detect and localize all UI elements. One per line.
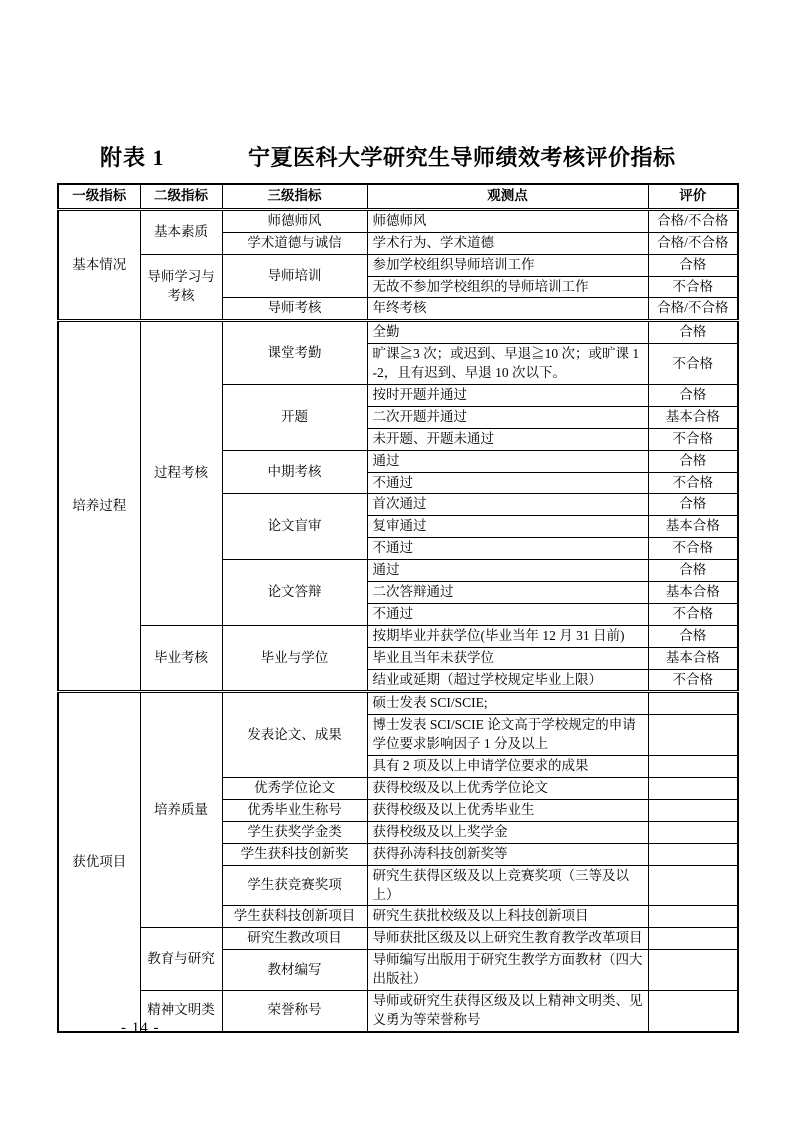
observation-cell: 全勤 xyxy=(367,321,648,344)
table-header-row xyxy=(58,184,738,209)
level2-cell: 基本素质 xyxy=(140,209,222,254)
level3-cell: 师德师风 xyxy=(222,209,367,232)
observation-cell: 学术行为、学术道德 xyxy=(367,232,648,254)
evaluation-cell: 基本合格 xyxy=(648,582,738,604)
observation-cell: 导师获批区级及以上研究生教育教学改革项目 xyxy=(367,928,648,950)
evaluation-cell xyxy=(648,799,738,821)
evaluation-cell xyxy=(648,950,738,991)
observation-cell: 参加学校组织导师培训工作 xyxy=(367,254,648,276)
level3-cell: 研究生教改项目 xyxy=(222,928,367,950)
level3-cell: 学生获奖学金类 xyxy=(222,821,367,843)
header-cell-level1: 一级指标 xyxy=(58,184,140,209)
level3-cell: 课堂考勤 xyxy=(222,321,367,385)
table-row xyxy=(58,990,738,1031)
level3-cell: 论文答辩 xyxy=(222,560,367,626)
observation-cell: 毕业且当年未获学位 xyxy=(367,647,648,669)
level1-cell: 培养过程 xyxy=(58,321,140,692)
table-row xyxy=(58,928,738,950)
level2-cell: 导师学习与考核 xyxy=(140,254,222,321)
level2-cell: 过程考核 xyxy=(140,321,222,625)
evaluation-cell: 基本合格 xyxy=(648,516,738,538)
observation-cell: 获得孙涛科技创新奖等 xyxy=(367,843,648,865)
page-title: 宁夏医科大学研究生导师绩效考核评价指标 xyxy=(248,145,676,170)
level3-cell: 优秀毕业生称号 xyxy=(222,799,367,821)
observation-cell: 年终考核 xyxy=(367,298,648,321)
evaluation-cell: 合格/不合格 xyxy=(648,209,738,232)
header-cell-level3: 三级指标 xyxy=(222,184,367,209)
observation-cell: 获得校级及以上优秀毕业生 xyxy=(367,799,648,821)
observation-cell: 不通过 xyxy=(367,472,648,494)
level3-cell: 优秀学位论文 xyxy=(222,778,367,800)
table-row xyxy=(58,321,738,344)
evaluation-cell: 合格 xyxy=(648,385,738,407)
observation-cell: 研究生获得区级及以上竞赛奖项（三等及以上） xyxy=(367,865,648,906)
evaluation-cell xyxy=(648,990,738,1031)
evaluation-cell: 不合格 xyxy=(648,669,738,692)
level3-cell: 学生获竞赛奖项 xyxy=(222,865,367,906)
evaluation-cell: 合格 xyxy=(648,254,738,276)
level3-cell: 毕业与学位 xyxy=(222,625,367,692)
level3-cell: 论文盲审 xyxy=(222,494,367,560)
observation-cell: 不通过 xyxy=(367,538,648,560)
observation-cell: 未开题、开题未通过 xyxy=(367,428,648,450)
level3-cell: 学生获科技创新奖 xyxy=(222,843,367,865)
level3-cell: 发表论文、成果 xyxy=(222,692,367,778)
evaluation-cell: 基本合格 xyxy=(648,647,738,669)
observation-cell: 旷课≧3 次；或迟到、早退≧10 次；或旷课 1-2，且有迟到、早退 10 次以下。 xyxy=(367,344,648,385)
evaluation-cell xyxy=(648,692,738,715)
level2-cell: 精神文明类 xyxy=(140,990,222,1031)
evaluation-cell: 合格/不合格 xyxy=(648,232,738,254)
title-row xyxy=(0,141,793,175)
level3-cell: 导师考核 xyxy=(222,298,367,321)
observation-cell: 获得校级及以上奖学金 xyxy=(367,821,648,843)
header-cell-level2: 二级指标 xyxy=(140,184,222,209)
evaluation-cell: 合格/不合格 xyxy=(648,298,738,321)
table-row xyxy=(58,692,738,715)
observation-cell: 首次通过 xyxy=(367,494,648,516)
level3-cell: 教材编写 xyxy=(222,950,367,991)
observation-cell: 复审通过 xyxy=(367,516,648,538)
evaluation-cell xyxy=(648,906,738,928)
evaluation-cell xyxy=(648,843,738,865)
observation-cell: 二次开题并通过 xyxy=(367,406,648,428)
observation-cell: 按时开题并通过 xyxy=(367,385,648,407)
evaluation-cell: 合格 xyxy=(648,560,738,582)
evaluation-cell xyxy=(648,778,738,800)
evaluation-cell xyxy=(648,821,738,843)
level3-cell: 中期考核 xyxy=(222,450,367,494)
evaluation-cell: 合格 xyxy=(648,625,738,647)
observation-cell: 按期毕业并获学位(毕业当年 12 月 31 日前) xyxy=(367,625,648,647)
evaluation-cell: 不合格 xyxy=(648,276,738,298)
observation-cell: 无故不参加学校组织的导师培训工作 xyxy=(367,276,648,298)
evaluation-cell: 不合格 xyxy=(648,603,738,625)
evaluation-cell: 合格 xyxy=(648,450,738,472)
evaluation-cell xyxy=(648,928,738,950)
table-row xyxy=(58,254,738,276)
level1-cell: 基本情况 xyxy=(58,209,140,320)
level2-cell: 教育与研究 xyxy=(140,928,222,991)
table-row xyxy=(58,625,738,647)
observation-cell: 博士发表 SCI/SCIE 论文高于学校规定的申请学位要求影响因子 1 分及以上 xyxy=(367,715,648,756)
level2-cell: 培养质量 xyxy=(140,692,222,928)
evaluation-cell: 合格 xyxy=(648,321,738,344)
evaluation-cell: 不合格 xyxy=(648,472,738,494)
evaluation-cell: 不合格 xyxy=(648,428,738,450)
level3-cell: 学术道德与诚信 xyxy=(222,232,367,254)
evaluation-cell xyxy=(648,756,738,778)
observation-cell: 师德师风 xyxy=(367,209,648,232)
observation-cell: 获得校级及以上优秀学位论文 xyxy=(367,778,648,800)
level3-cell: 学生获科技创新项目 xyxy=(222,906,367,928)
evaluation-cell: 不合格 xyxy=(648,344,738,385)
table-row xyxy=(58,209,738,232)
level3-cell: 开题 xyxy=(222,385,367,451)
evaluation-cell xyxy=(648,715,738,756)
level1-cell: 获优项目 xyxy=(58,692,140,1032)
observation-cell: 通过 xyxy=(367,560,648,582)
observation-cell: 二次答辩通过 xyxy=(367,582,648,604)
evaluation-cell: 不合格 xyxy=(648,538,738,560)
evaluation-cell: 合格 xyxy=(648,494,738,516)
header-cell-evaluation: 评价 xyxy=(648,184,738,209)
observation-cell: 研究生获批校级及以上科技创新项目 xyxy=(367,906,648,928)
page-number: - 14 - xyxy=(121,1020,160,1036)
observation-cell: 通过 xyxy=(367,450,648,472)
observation-cell: 结业或延期（超过学校规定毕业上限） xyxy=(367,669,648,692)
header-cell-observation: 观测点 xyxy=(367,184,648,209)
evaluation-cell: 基本合格 xyxy=(648,406,738,428)
level3-cell: 导师培训 xyxy=(222,254,367,298)
observation-cell: 导师或研究生获得区级及以上精神文明类、见义勇为等荣誉称号 xyxy=(367,990,648,1031)
level2-cell: 毕业考核 xyxy=(140,625,222,692)
evaluation-cell xyxy=(648,865,738,906)
level3-cell: 荣誉称号 xyxy=(222,990,367,1031)
evaluation-table xyxy=(57,183,739,1033)
observation-cell: 具有 2 项及以上申请学位要求的成果 xyxy=(367,756,648,778)
attachment-label: 附表 1 xyxy=(100,145,165,170)
observation-cell: 导师编写出版用于研究生教学方面教材（四大出版社） xyxy=(367,950,648,991)
observation-cell: 硕士发表 SCI/SCIE; xyxy=(367,692,648,715)
observation-cell: 不通过 xyxy=(367,603,648,625)
